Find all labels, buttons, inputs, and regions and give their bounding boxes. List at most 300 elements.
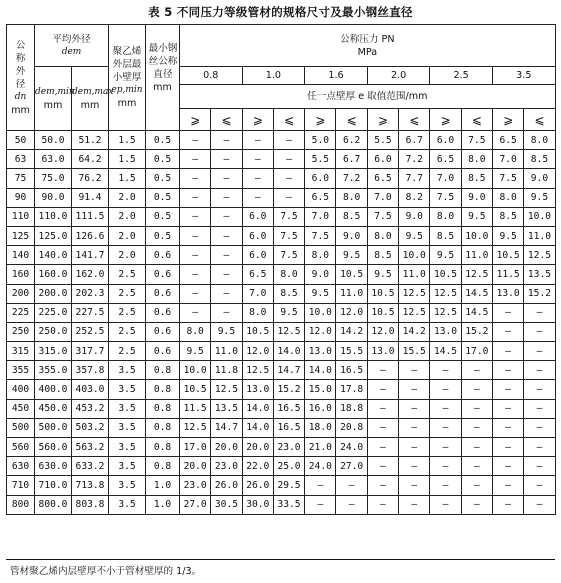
- table-cell: 633.2: [72, 457, 109, 476]
- table-cell: 8.5: [430, 226, 461, 245]
- table-cell: —: [367, 361, 398, 380]
- table-cell: —: [211, 207, 242, 226]
- table-cell: 2.5: [109, 342, 146, 361]
- table-cell: —: [367, 476, 398, 495]
- table-cell: 7.0: [367, 188, 398, 207]
- table-row: [7, 438, 556, 457]
- table-cell: 0.6: [146, 342, 180, 361]
- table-cell: 9.5: [399, 226, 430, 245]
- table-cell: 14.5: [430, 342, 461, 361]
- table-cell: 18.0: [305, 418, 336, 437]
- table-cell: —: [524, 399, 555, 418]
- table-cell: 6.0: [430, 131, 461, 150]
- header-mean-od-min-unit: mm: [43, 99, 63, 111]
- table-cell: 12.5: [430, 303, 461, 322]
- table-cell: 12.5: [430, 284, 461, 303]
- table-cell: 0.6: [146, 265, 180, 284]
- table-cell: —: [492, 399, 523, 418]
- table-cell: 200: [7, 284, 35, 303]
- table-cell: 6.0: [242, 207, 273, 226]
- table-row: [7, 150, 556, 169]
- table-cell: 0.6: [146, 303, 180, 322]
- table-cell: —: [430, 457, 461, 476]
- table-cell: 630.0: [35, 457, 72, 476]
- table-note: 管材聚乙烯内层壁厚不小于管材壁厚的 1/3。: [10, 566, 202, 577]
- table-cell: —: [180, 150, 211, 169]
- header-wall-range: 任一点壁厚 e 取值范围/mm: [180, 85, 556, 109]
- table-cell: 3.5: [109, 476, 146, 495]
- table-cell: 803.8: [72, 495, 109, 514]
- table-cell: 9.5: [492, 226, 523, 245]
- table-cell: 1.5: [109, 150, 146, 169]
- header-pn-3: 2.0: [367, 67, 430, 85]
- table-cell: —: [492, 457, 523, 476]
- table-cell: 63: [7, 150, 35, 169]
- table-cell: —: [367, 380, 398, 399]
- table-row: [7, 380, 556, 399]
- header-operator-le: ⩽: [336, 109, 367, 131]
- table-cell: 0.6: [146, 322, 180, 341]
- table-cell: 6.5: [430, 150, 461, 169]
- header-wire-diameter: [146, 25, 180, 131]
- table-cell: 9.0: [461, 188, 492, 207]
- table-cell: 11.5: [180, 399, 211, 418]
- table-cell: 10.5: [367, 303, 398, 322]
- table-cell: 14.0: [305, 361, 336, 380]
- table-cell: 90.0: [35, 188, 72, 207]
- table-cell: 200.0: [35, 284, 72, 303]
- table-cell: —: [242, 188, 273, 207]
- table-cell: 27.0: [336, 457, 367, 476]
- table-cell: 3.5: [109, 380, 146, 399]
- table-cell: 8.0: [273, 265, 304, 284]
- table-cell: 15.0: [305, 380, 336, 399]
- table-cell: —: [524, 438, 555, 457]
- table-cell: —: [524, 322, 555, 341]
- table-cell: —: [180, 284, 211, 303]
- table-cell: 227.5: [72, 303, 109, 322]
- table-cell: —: [305, 476, 336, 495]
- table-cell: 2.5: [109, 303, 146, 322]
- table-row: [7, 131, 556, 150]
- header-mean-od-max: [72, 67, 114, 131]
- table-cell: 400.0: [35, 380, 72, 399]
- table-cell: —: [430, 399, 461, 418]
- table-cell: 8.5: [336, 207, 367, 226]
- table-cell: —: [524, 303, 555, 322]
- table-cell: —: [180, 246, 211, 265]
- table-cell: —: [180, 265, 211, 284]
- table-cell: —: [430, 380, 461, 399]
- table-cell: 14.0: [242, 399, 273, 418]
- table-cell: 12.5: [399, 284, 430, 303]
- table-cell: 91.4: [72, 188, 109, 207]
- table-row: [7, 361, 556, 380]
- table-cell: —: [524, 476, 555, 495]
- table-cell: 16.0: [305, 399, 336, 418]
- table-cell: —: [242, 150, 273, 169]
- table-cell: 560.0: [35, 438, 72, 457]
- header-mean-od-max-symbol: dem,max: [72, 86, 114, 97]
- header-outer-layer-label: 聚乙烯外层最小壁厚: [112, 46, 142, 83]
- table-cell: 9.5: [211, 322, 242, 341]
- table-cell: 90: [7, 188, 35, 207]
- table-cell: 1.0: [146, 495, 180, 514]
- table-cell: 500.0: [35, 418, 72, 437]
- header-pn-4: 2.5: [430, 67, 493, 85]
- table-cell: 13.0: [430, 322, 461, 341]
- table-cell: 8.2: [399, 188, 430, 207]
- header-pn-2: 1.6: [305, 67, 368, 85]
- table-cell: 11.0: [461, 246, 492, 265]
- table-cell: 5.0: [305, 131, 336, 150]
- table-cell: 76.2: [72, 169, 109, 188]
- header-wire-unit: mm: [153, 81, 172, 93]
- table-cell: 8.5: [367, 246, 398, 265]
- table-cell: 3.5: [109, 438, 146, 457]
- header-mean-od-min: [35, 67, 75, 131]
- table-cell: 6.5: [367, 169, 398, 188]
- table-cell: 51.2: [72, 131, 109, 150]
- table-cell: —: [367, 495, 398, 514]
- table-row: [7, 169, 556, 188]
- table-cell: 14.0: [242, 418, 273, 437]
- table-cell: —: [180, 169, 211, 188]
- table-cell: —: [273, 131, 304, 150]
- table-row: [7, 188, 556, 207]
- table-cell: 6.0: [242, 226, 273, 245]
- table-cell: 14.2: [336, 322, 367, 341]
- table-cell: 2.5: [109, 322, 146, 341]
- table-cell: 15.2: [461, 322, 492, 341]
- table-cell: —: [180, 188, 211, 207]
- table-cell: 400: [7, 380, 35, 399]
- table-title: 表 5 不同压力等级管材的规格尺寸及最小钢丝直径: [148, 5, 413, 19]
- table-cell: 10.0: [180, 361, 211, 380]
- table-cell: —: [211, 226, 242, 245]
- table-cell: —: [273, 169, 304, 188]
- table-row: [7, 265, 556, 284]
- table-cell: 10.5: [180, 380, 211, 399]
- table-cell: 20.0: [242, 438, 273, 457]
- table-cell: 160: [7, 265, 35, 284]
- table-cell: —: [461, 399, 492, 418]
- header-outer-layer-symbol: ep,min: [111, 85, 143, 95]
- table-cell: 15.2: [524, 284, 555, 303]
- header-nominal-od-unit: mm: [11, 104, 30, 116]
- table-cell: 13.0: [367, 342, 398, 361]
- table-cell: 0.8: [146, 418, 180, 437]
- table-cell: 12.5: [180, 418, 211, 437]
- table-cell: —: [336, 495, 367, 514]
- table-cell: 8.0: [305, 246, 336, 265]
- table-cell: 6.5: [305, 188, 336, 207]
- header-mean-od-label: 平均外径: [52, 33, 91, 45]
- table-cell: 6.0: [367, 150, 398, 169]
- table-cell: 710.0: [35, 476, 72, 495]
- table-cell: —: [367, 438, 398, 457]
- table-cell: 13.5: [211, 399, 242, 418]
- header-nominal-od-label: 公称外径: [15, 39, 26, 90]
- table-cell: 8.0: [430, 207, 461, 226]
- table-cell: —: [211, 246, 242, 265]
- table-cell: 10.0: [524, 207, 555, 226]
- header-mean-od-symbol: dem: [61, 46, 82, 57]
- header-outer-layer-unit: mm: [117, 98, 137, 109]
- table-cell: —: [367, 457, 398, 476]
- table-cell: —: [211, 265, 242, 284]
- table-cell: —: [336, 476, 367, 495]
- table-cell: 9.5: [430, 246, 461, 265]
- table-cell: —: [211, 188, 242, 207]
- table-cell: 6.2: [336, 131, 367, 150]
- table-cell: 11.5: [492, 265, 523, 284]
- table-cell: 11.0: [524, 226, 555, 245]
- spec-table: [6, 24, 556, 515]
- table-cell: 6.0: [242, 246, 273, 265]
- table-cell: 7.5: [273, 246, 304, 265]
- table-cell: 15.5: [399, 342, 430, 361]
- table-cell: —: [524, 342, 555, 361]
- header-pn-0: 0.8: [180, 67, 243, 85]
- header-pn-5: 3.5: [492, 67, 555, 85]
- table-cell: —: [180, 226, 211, 245]
- table-cell: 25.0: [273, 457, 304, 476]
- table-cell: 10.0: [399, 246, 430, 265]
- table-cell: 3.5: [109, 399, 146, 418]
- table-cell: 3.5: [109, 361, 146, 380]
- table-cell: —: [492, 361, 523, 380]
- table-cell: 403.0: [72, 380, 109, 399]
- table-cell: 250: [7, 322, 35, 341]
- table-cell: 7.5: [430, 188, 461, 207]
- header-operator-le: ⩽: [211, 109, 242, 131]
- table-cell: 563.2: [72, 438, 109, 457]
- table-cell: 1.5: [109, 169, 146, 188]
- table-cell: 7.2: [336, 169, 367, 188]
- table-cell: 14.0: [273, 342, 304, 361]
- table-cell: 10.5: [430, 265, 461, 284]
- table-cell: 0.5: [146, 169, 180, 188]
- table-cell: —: [211, 169, 242, 188]
- table-cell: 125: [7, 226, 35, 245]
- header-operator-ge: ⩾: [367, 109, 398, 131]
- table-cell: 16.5: [336, 361, 367, 380]
- table-row: [7, 342, 556, 361]
- table-cell: 23.0: [211, 457, 242, 476]
- table-cell: 9.5: [367, 265, 398, 284]
- table-row: [7, 207, 556, 226]
- table-cell: 1.0: [146, 476, 180, 495]
- table-cell: 7.5: [367, 207, 398, 226]
- table-cell: 12.0: [305, 322, 336, 341]
- table-cell: 7.5: [492, 169, 523, 188]
- table-cell: 50.0: [35, 131, 72, 150]
- table-cell: 12.5: [242, 361, 273, 380]
- table-cell: —: [492, 380, 523, 399]
- table-cell: 0.5: [146, 131, 180, 150]
- table-cell: 8.5: [461, 169, 492, 188]
- table-cell: 2.0: [109, 207, 146, 226]
- table-cell: —: [211, 131, 242, 150]
- table-cell: 2.5: [109, 284, 146, 303]
- table-cell: 8.0: [492, 188, 523, 207]
- table-cell: 140: [7, 246, 35, 265]
- table-cell: 30.0: [242, 495, 273, 514]
- table-row: [7, 226, 556, 245]
- table-row: [7, 322, 556, 341]
- table-row: [7, 284, 556, 303]
- table-cell: 12.5: [211, 380, 242, 399]
- table-cell: 141.7: [72, 246, 109, 265]
- table-cell: 20.0: [211, 438, 242, 457]
- table-cell: 1.5: [109, 131, 146, 150]
- table-cell: 110.0: [35, 207, 72, 226]
- table-cell: 0.5: [146, 188, 180, 207]
- table-cell: —: [399, 438, 430, 457]
- table-cell: 250.0: [35, 322, 72, 341]
- table-cell: —: [273, 188, 304, 207]
- table-cell: 12.5: [399, 303, 430, 322]
- table-cell: —: [492, 476, 523, 495]
- header-operator-ge: ⩾: [180, 109, 211, 131]
- table-cell: 8.0: [461, 150, 492, 169]
- table-cell: 12.5: [273, 322, 304, 341]
- table-cell: 2.0: [109, 226, 146, 245]
- table-cell: 63.0: [35, 150, 72, 169]
- table-cell: 8.5: [273, 284, 304, 303]
- table-cell: —: [430, 476, 461, 495]
- table-cell: 315.0: [35, 342, 72, 361]
- table-cell: —: [461, 361, 492, 380]
- table-cell: 500: [7, 418, 35, 437]
- table-cell: 7.7: [399, 169, 430, 188]
- table-cell: 12.0: [367, 322, 398, 341]
- table-cell: 0.8: [146, 361, 180, 380]
- table-cell: —: [430, 438, 461, 457]
- table-cell: 33.5: [273, 495, 304, 514]
- table-cell: 5.5: [305, 150, 336, 169]
- table-cell: 453.2: [72, 399, 109, 418]
- table-cell: 7.5: [273, 226, 304, 245]
- table-cell: 3.5: [109, 457, 146, 476]
- table-cell: —: [399, 361, 430, 380]
- table-cell: 225.0: [35, 303, 72, 322]
- table-cell: —: [524, 457, 555, 476]
- table-cell: 29.5: [273, 476, 304, 495]
- header-operator-ge: ⩾: [305, 109, 336, 131]
- table-cell: 8.0: [180, 322, 211, 341]
- table-cell: 713.8: [72, 476, 109, 495]
- table-cell: 8.0: [524, 131, 555, 150]
- table-cell: —: [399, 476, 430, 495]
- table-cell: 7.0: [430, 169, 461, 188]
- table-cell: 10.0: [461, 226, 492, 245]
- table-row: [7, 399, 556, 418]
- table-cell: 7.5: [273, 207, 304, 226]
- table-cell: 315: [7, 342, 35, 361]
- table-cell: 15.5: [336, 342, 367, 361]
- header-operator-ge: ⩾: [242, 109, 273, 131]
- table-cell: 9.0: [399, 207, 430, 226]
- table-cell: 162.0: [72, 265, 109, 284]
- table-cell: —: [461, 438, 492, 457]
- table-cell: 75: [7, 169, 35, 188]
- table-cell: 14.2: [399, 322, 430, 341]
- table-row: [7, 457, 556, 476]
- table-cell: 560: [7, 438, 35, 457]
- table-cell: 12.0: [242, 342, 273, 361]
- header-mean-od: [35, 25, 109, 67]
- table-cell: 10.0: [305, 303, 336, 322]
- table-cell: —: [492, 322, 523, 341]
- header-nominal-od-symbol: dn: [14, 91, 27, 102]
- header-operator-le: ⩽: [524, 109, 555, 131]
- table-cell: 0.5: [146, 207, 180, 226]
- table-cell: 357.8: [72, 361, 109, 380]
- header-mean-od-min-symbol: dem,min: [35, 86, 75, 97]
- table-cell: —: [492, 418, 523, 437]
- header-operator-le: ⩽: [461, 109, 492, 131]
- table-cell: —: [492, 303, 523, 322]
- table-cell: 17.0: [461, 342, 492, 361]
- table-cell: 9.5: [273, 303, 304, 322]
- table-cell: 2.0: [109, 246, 146, 265]
- table-cell: 10.5: [492, 246, 523, 265]
- table-cell: 111.5: [72, 207, 109, 226]
- table-cell: —: [399, 457, 430, 476]
- table-cell: —: [211, 303, 242, 322]
- table-cell: 18.8: [336, 399, 367, 418]
- table-cell: —: [399, 495, 430, 514]
- table-cell: 6.5: [492, 131, 523, 150]
- table-cell: 140.0: [35, 246, 72, 265]
- table-cell: 7.2: [399, 150, 430, 169]
- table-row: [7, 495, 556, 514]
- header-pressure: [180, 25, 556, 67]
- table-cell: —: [524, 361, 555, 380]
- table-cell: —: [492, 495, 523, 514]
- table-cell: 0.5: [146, 150, 180, 169]
- table-cell: 9.0: [524, 169, 555, 188]
- table-cell: —: [305, 495, 336, 514]
- table-cell: 27.0: [180, 495, 211, 514]
- table-cell: 0.5: [146, 226, 180, 245]
- table-cell: 14.5: [461, 284, 492, 303]
- table-cell: 160.0: [35, 265, 72, 284]
- table-cell: 225: [7, 303, 35, 322]
- table-cell: —: [399, 399, 430, 418]
- table-cell: 8.5: [524, 150, 555, 169]
- table-cell: 12.5: [524, 246, 555, 265]
- table-cell: —: [273, 150, 304, 169]
- table-cell: 800.0: [35, 495, 72, 514]
- table-cell: 450: [7, 399, 35, 418]
- header-outer-layer: [109, 25, 146, 131]
- table-cell: 75.0: [35, 169, 72, 188]
- table-row: [7, 418, 556, 437]
- table-cell: 14.7: [211, 418, 242, 437]
- note-divider: [6, 559, 555, 560]
- table-cell: 7.5: [305, 226, 336, 245]
- table-cell: —: [461, 457, 492, 476]
- table-cell: 202.3: [72, 284, 109, 303]
- header-pn-1: 1.0: [242, 67, 305, 85]
- table-cell: 6.7: [336, 150, 367, 169]
- table-cell: 13.5: [524, 265, 555, 284]
- table-cell: —: [180, 303, 211, 322]
- header-nominal-od: [7, 25, 35, 131]
